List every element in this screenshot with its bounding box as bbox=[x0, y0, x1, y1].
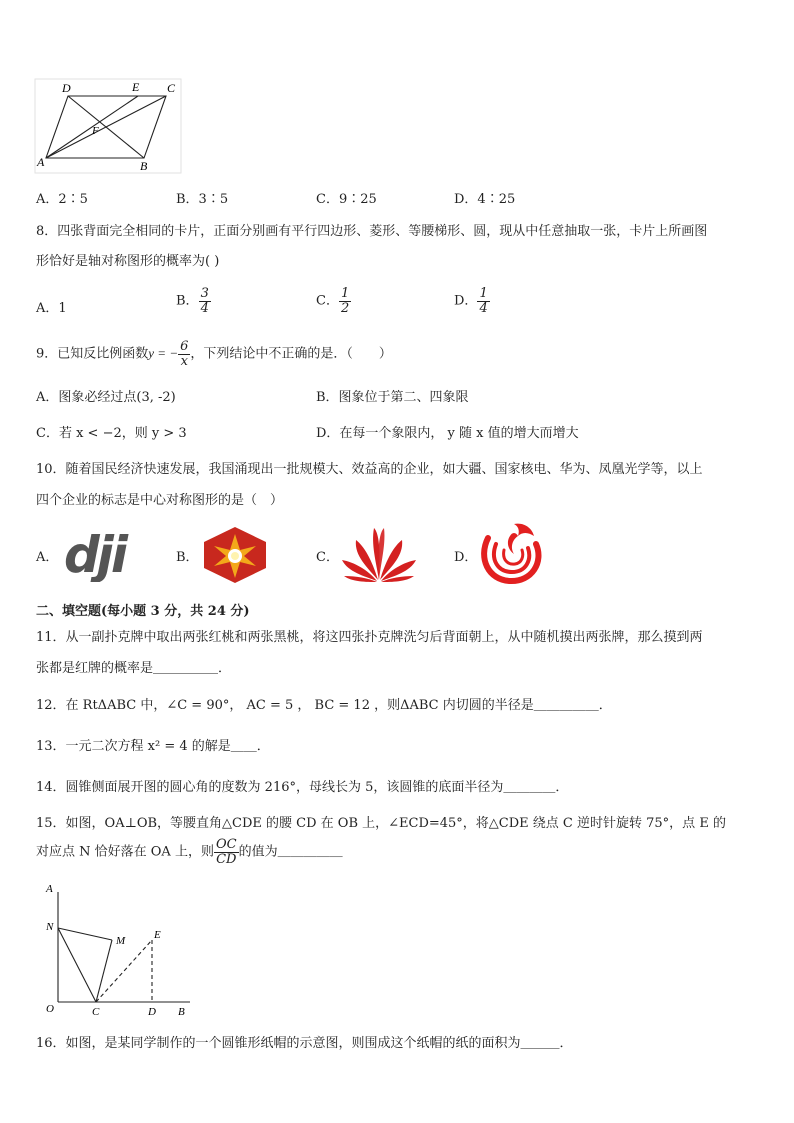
label-F: F bbox=[92, 125, 99, 137]
label-A: A bbox=[37, 155, 45, 169]
q8-option-b: B． $\frac{3}{4}$ bbox=[176, 286, 209, 316]
dji-logo bbox=[62, 528, 156, 582]
rotation-diagram bbox=[40, 878, 196, 1018]
q10-option-a-label: A． bbox=[36, 550, 59, 565]
q12-text: 12．在 RtΔABC 中，∠C = 90°， AC = 5 ， BC = 12 ，则ΔABC 内切圆的半径是＿＿＿＿＿． bbox=[36, 698, 612, 713]
q10-option-c-label: C． bbox=[316, 550, 339, 565]
q11-line2: 张都是红牌的概率是＿＿＿＿＿． bbox=[36, 661, 232, 676]
q9-option-d: D．在每一个象限内， y 随 x 值的增大而增大 bbox=[316, 426, 579, 441]
q8-line1: 8．四张背面完全相同的卡片，正面分别画有平行四边形、菱形、等腰梯形、圆，现从中任意抽取一张，卡片上所画图 bbox=[36, 224, 708, 239]
q9-stem: 9．已知反比例函数y = − $\frac{6}{x}$ ，下列结论中不正确的是．（ ） bbox=[36, 339, 392, 369]
rotation-figure bbox=[40, 878, 196, 1018]
huawei-logo bbox=[338, 524, 420, 584]
q13-text: 13．一元二次方程 x² = 4 的解是＿＿． bbox=[36, 739, 270, 754]
q14-text: 14．圆锥侧面展开图的圆心角的度数为 216°，母线长为 5，该圆锥的底面半径为＿＿＿＿． bbox=[36, 780, 569, 795]
parallelogram-diagram bbox=[34, 78, 182, 174]
q7-option-d: D．4∶25 bbox=[454, 192, 516, 207]
dji-logo-text: dji bbox=[64, 528, 126, 582]
nuclear-power-logo bbox=[200, 526, 270, 584]
q8-option-d: D． $\frac{1}{4}$ bbox=[454, 286, 488, 316]
q9-option-a: A．图象必经过点(3, -2) bbox=[36, 390, 176, 405]
q15-line1: 15．如图，OA⊥OB，等腰直角△CDE 的腰 CD 在 OB 上，∠ECD=45°，将△CDE 绕点 C 逆时针旋转 75°，点 E 的 bbox=[36, 816, 726, 831]
q10-option-d-label: D． bbox=[454, 550, 478, 565]
q8-line2: 形恰好是轴对称图形的概率为( ) bbox=[36, 254, 220, 269]
q9-option-b: B．图象位于第二、四象限 bbox=[316, 390, 469, 405]
label-A: A bbox=[46, 883, 53, 895]
label-D: D bbox=[62, 81, 71, 95]
q7-option-b: B．3∶5 bbox=[176, 192, 229, 207]
q7-option-c: C．9∶25 bbox=[316, 192, 377, 207]
section-2-title: 二、填空题(每小题 3 分，共 24 分) bbox=[36, 604, 250, 619]
label-C: C bbox=[167, 81, 176, 95]
label-B: B bbox=[178, 1006, 185, 1018]
q10-option-b-label: B． bbox=[176, 550, 199, 565]
label-M: M bbox=[116, 935, 126, 947]
q16-text: 16．如图，是某同学制作的一个圆锥形纸帽的示意图，则围成这个纸帽的纸的面积为＿＿＿． bbox=[36, 1036, 573, 1051]
q10-line2: 四个企业的标志是中心对称图形的是（ ） bbox=[36, 493, 284, 508]
label-E: E bbox=[132, 80, 140, 94]
q10-line1: 10．随着国民经济快速发展，我国涌现出一批规模大、效益高的企业，如大疆、国家核电、华为、凤凰光学等，以上 bbox=[36, 462, 703, 477]
q8-option-a: A．1 bbox=[36, 301, 67, 316]
label-D: D bbox=[148, 1006, 156, 1018]
label-B: B bbox=[140, 159, 148, 173]
label-N: N bbox=[46, 921, 54, 933]
q15-line2: 对应点 N 恰好落在 OA 上，则 $\frac{OC}{CD}$ 的值为＿＿＿＿＿ bbox=[36, 837, 343, 867]
label-C: C bbox=[92, 1006, 100, 1018]
q7-option-a: A．2∶5 bbox=[36, 192, 88, 207]
q9-option-c: C．若 x < −2，则 y > 3 bbox=[36, 426, 187, 441]
phoenix-logo bbox=[474, 518, 546, 586]
q11-line1: 11．从一副扑克牌中取出两张红桃和两张黑桃，将这四张扑克牌洗匀后背面朝上，从中随机摸出两张牌，那么摸到两 bbox=[36, 630, 703, 645]
label-E: E bbox=[154, 929, 161, 941]
parallelogram-figure bbox=[34, 78, 182, 174]
q8-option-c: C． $\frac{1}{2}$ bbox=[316, 286, 350, 316]
label-O: O bbox=[46, 1003, 54, 1015]
